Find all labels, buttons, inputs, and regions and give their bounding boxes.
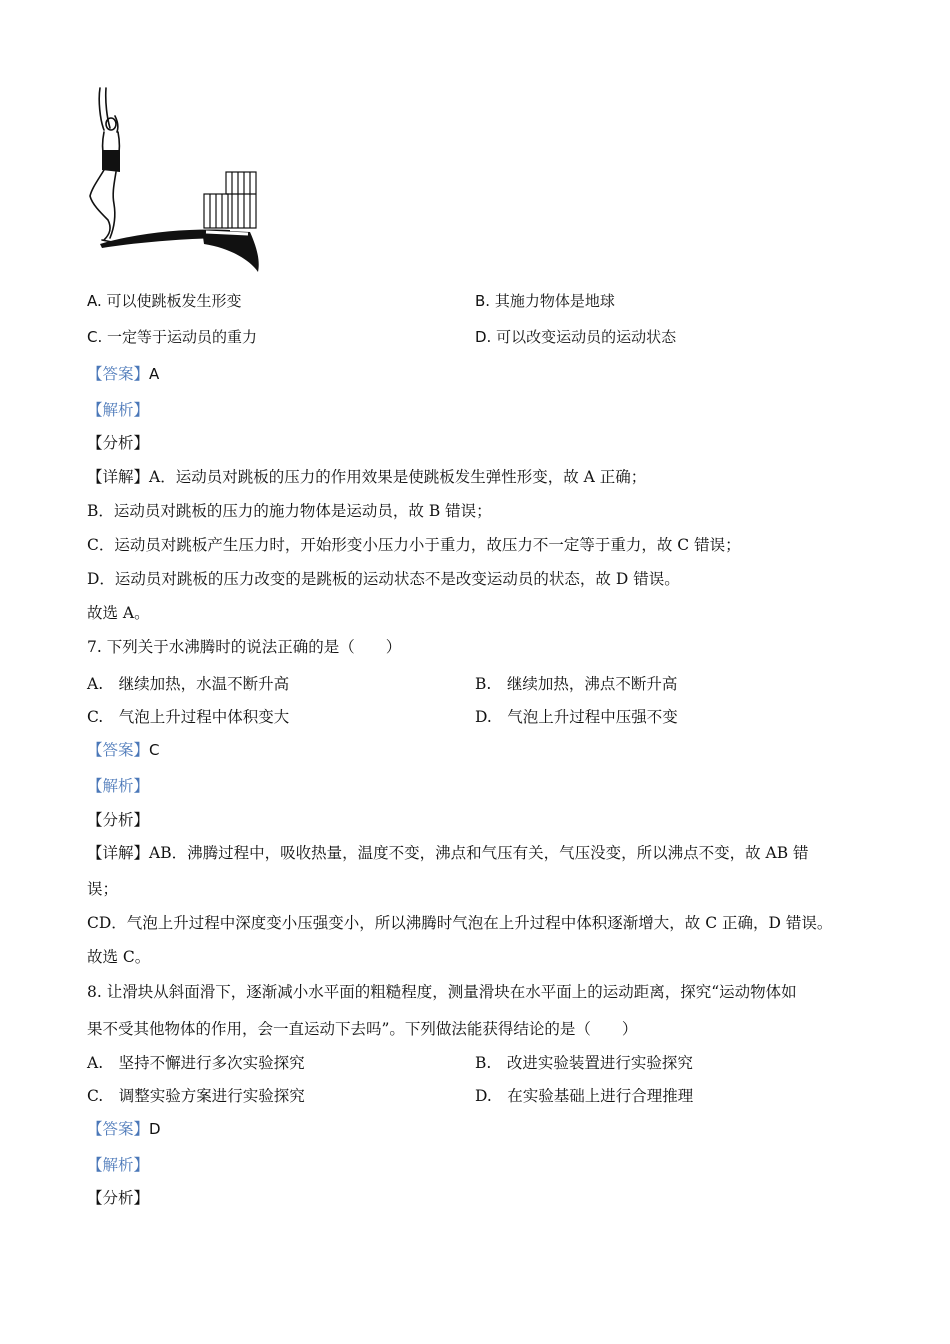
q8-answer: D — [149, 1120, 161, 1138]
q7-option-a: A. 继续加热，水温不断升高 — [87, 675, 290, 693]
q7-answer-line — [87, 740, 160, 760]
q6-option-c: C. 一定等于运动员的重力 — [87, 328, 258, 346]
q6-option-d: D. 可以改变运动员的运动状态 — [475, 328, 677, 346]
q8-option-a: A. 坚持不懈进行多次实验探究 — [87, 1054, 305, 1072]
q7-option-d: D. 气泡上升过程中压强不变 — [475, 708, 678, 726]
q6-detail-line-1: 【详解】A．运动员对跳板的压力的作用效果是使跳板发生弹性形变，故 A 正确； — [87, 468, 647, 486]
q6-fenxi-tag: 【分析】 — [87, 434, 150, 452]
q6-detail-line-3: C．运动员对跳板产生压力时，开始形变小压力小于重力，故压力不一定等于重力，故 C 错误； — [87, 536, 741, 554]
q7-fenxi-tag: 【分析】 — [87, 811, 150, 829]
q7-answer: C — [149, 741, 160, 759]
q8-question-line-1: 8. 让滑块从斜面滑下，逐渐减小水平面的粗糙程度，测量滑块在水平面上的运动距离，探究“运动物体如 — [87, 983, 797, 1001]
answer-tag: 【答案】 — [87, 1120, 150, 1138]
answer-tag: 【答案】 — [87, 741, 150, 759]
q6-analysis-tag: 【解析】 — [87, 401, 150, 419]
q7-question: 7. 下列关于水沸腾时的说法正确的是（ ） — [87, 638, 402, 656]
q7-detail-line-3: CD．气泡上升过程中深度变小压强变小，所以沸腾时气泡在上升过程中体积逐渐增大，故 C 正确，D 错误。 — [87, 914, 833, 932]
diving-board-figure — [80, 80, 270, 280]
q8-analysis-tag: 【解析】 — [87, 1156, 150, 1174]
q6-answer-line — [87, 364, 159, 384]
q7-option-b: B. 继续加热，沸点不断升高 — [475, 675, 678, 693]
q6-option-b: B. 其施力物体是地球 — [475, 292, 615, 310]
swimsuit-shape — [102, 150, 120, 172]
q7-conclusion: 故选 C。 — [87, 948, 151, 966]
q8-question-line-2: 果不受其他物体的作用，会一直运动下去吗”。下列做法能获得结论的是（ ） — [87, 1020, 638, 1038]
answer-tag: 【答案】 — [87, 365, 150, 383]
q8-option-d: D. 在实验基础上进行合理推理 — [475, 1087, 694, 1105]
q7-detail-line-2: 误； — [87, 880, 119, 898]
q8-option-b: B. 改进实验装置进行实验探究 — [475, 1054, 693, 1072]
detail-tag: 【详解】 — [87, 844, 150, 862]
q8-fenxi-tag: 【分析】 — [87, 1189, 150, 1207]
q6-answer: A — [149, 365, 160, 383]
q7-option-c: C. 气泡上升过程中体积变大 — [87, 708, 290, 726]
q8-option-c: C. 调整实验方案进行实验探究 — [87, 1087, 305, 1105]
q6-option-a: A. 可以使跳板发生形变 — [87, 292, 242, 310]
q6-detail-line-2: B．运动员对跳板的压力的施力物体是运动员，故 B 错误； — [87, 502, 492, 520]
detail-tag: 【详解】 — [87, 468, 150, 486]
q6-conclusion: 故选 A。 — [87, 604, 150, 622]
q6-detail-line-4: D．运动员对跳板的压力改变的是跳板的运动状态不是改变运动员的状态，故 D 错误。 — [87, 570, 680, 588]
q7-analysis-tag: 【解析】 — [87, 777, 150, 795]
q7-detail-line-1: 【详解】AB．沸腾过程中，吸收热量，温度不变，沸点和气压有关，气压没变，所以沸点不变，故 AB 错 — [87, 844, 809, 862]
q8-answer-line — [87, 1119, 161, 1139]
